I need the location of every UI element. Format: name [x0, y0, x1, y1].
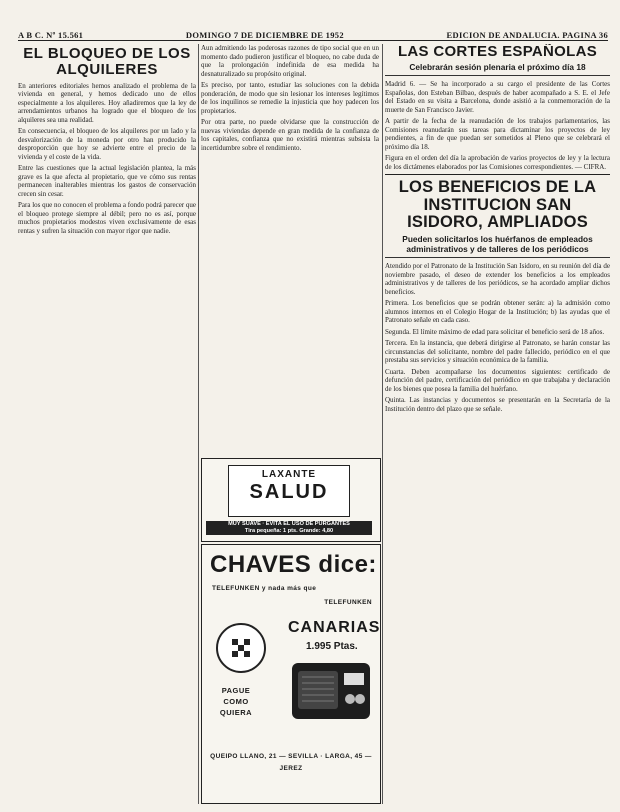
left-article-paragraph: En anteriores editoriales hemos analizado el problema de la vivienda en general, y hemos dedicado uno de ellos especialmente a los alquileres. Hoy añadiremos que la ley de arrendamientos urbanos ha logrado que el bloqueo de los alquileres sea una realidad. — [18, 81, 196, 124]
isidoro-article-paragraph: Segunda. El límite máximo de edad para solicitar el beneficio será de 18 años. — [385, 327, 605, 336]
middle-article-paragraph: Es preciso, por tanto, estudiar las soluciones con la debida ponderación, de modo que sin lesionar los intereses legítimos de los inquilinos se remedie la injusticia que hoy padecen los propietarios. — [201, 81, 379, 115]
laxante-tagline-band — [206, 521, 372, 535]
cortes-article-title: LAS CORTES ESPAÑOLAS — [397, 44, 598, 60]
isidoro-article-paragraph: Quinta. Las instancias y documentos se presentarán en la Secretaría de la Institución dentro del plazo que se señale. — [385, 396, 610, 413]
chaves-ad-line1: TELEFUNKEN y nada más que — [212, 585, 317, 592]
radio-price: 1.995 Ptas. — [306, 641, 358, 652]
chaves-telefunken-ad — [201, 544, 381, 804]
header-date: DOMINGO 7 DE DICIEMBRE DE 1952 — [185, 30, 344, 40]
cortes-article-subtitle: Celebrarán sesión plenaria el próximo día 18 — [385, 63, 610, 77]
pague-como-quiera: PAGUE COMO QUIERA — [219, 686, 253, 717]
page-header — [18, 26, 608, 41]
isidoro-article-subtitle: Pueden solicitarlos los huérfanos de empleados administrativos y de talleres de los periódicos — [385, 235, 610, 258]
laxante-tagline: MUY SUAVE · EVITA EL USO DE PURGANTES — [228, 521, 350, 527]
isidoro-article-paragraph: Tercera. En la instancia, que deberá dirigirse al Patronato, se harán constar las circunstancias del solicitante, nombre del padre fallecido, periódico en el que prestaba sus servicios y situación económica de la familia. — [385, 339, 610, 365]
laxante-salud-ad — [201, 458, 381, 542]
chaves-ad-line2: TELEFUNKEN — [324, 599, 372, 606]
radio-model-name: CANARIAS — [288, 619, 381, 636]
left-article-paragraph: En consecuencia, el bloqueo de los alquileres por un lado y la desvalorización de la moneda por otro han producido la desproporción que hoy se advierte entre el precio de la vivienda y el coste de la vida. — [18, 127, 196, 161]
column-rule — [198, 44, 199, 804]
middle-article-paragraph: Aun admitiendo las poderosas razones de tipo social que en un momento dado pudieron justificar el bloqueo, no cabe duda de que la prolongación indefinida de esa medida ha desnaturalizado su propósito original. — [201, 44, 379, 78]
header-section: EDICION DE ANDALUCIA. PAGINA 36 — [446, 30, 608, 40]
laxante-package — [228, 465, 350, 517]
left-column — [18, 44, 196, 806]
isidoro-article-title: LOS BENEFICIOS DE LA INSTITUCION SAN ISIDORO, AMPLIADOS — [385, 174, 610, 235]
laxante-prices: Tira pequeña: 1 pts. Grande: 4,80 — [244, 528, 334, 534]
telefunken-logo-icon — [216, 623, 266, 673]
header-issue: A B C. Nº 15.561 — [18, 30, 84, 40]
middle-column — [201, 44, 379, 454]
laxante-brand-main: SALUD — [249, 481, 329, 503]
isidoro-article-paragraph: Primera. Los beneficios que se podrán obtener serán: a) la admisión como alumnos internos en el Colegio Hogar de la Institución; b) las ayudas que el Patronato señale en cada caso. — [385, 299, 610, 325]
middle-article-paragraph: Por otra parte, no puede olvidarse que la construcción de nuevas viviendas depende en gran medida de la confianza de los capitales, confianza que no existirá mientras subsista la incertidumbre sobre el rendimiento. — [201, 118, 379, 152]
cortes-article-paragraph: Figura en el orden del día la aprobación de varios proyectos de ley y la lectura de los dictámenes elaborados por las Comisiones correspondientes. — CIFRA. — [385, 154, 610, 171]
right-column — [385, 44, 610, 806]
chaves-address: QUEIPO LLANO, 21 — SEVILLA · LARGA, 45 — JEREZ — [210, 753, 372, 772]
cortes-article-paragraph: A partir de la fecha de la reanudación de los trabajos parlamentarios, las Comisiones reanudarán sus tareas para dictaminar los proyectos de ley pendientes, a fin de que puedan ser sometidos al Pleno que se celebrará el próximo día 18. — [385, 117, 610, 151]
left-article-paragraph: Entre las cuestiones que la actual legislación plantea, la más grave es la que afecta al propietario, que ve cómo sus rentas permanecen inalterables mientras los gastos de conservación crecen sin cesar. — [18, 164, 196, 198]
isidoro-article-paragraph: Atendido por el Patronato de la Institución San Isidoro, en su reunión del día de noviembre pasado, el deseo de extender los beneficios a los empleados administrativos y de talleres de los periódicos, se ha acordado ampliar dichos beneficios. — [385, 262, 610, 296]
isidoro-article-paragraph: Cuarta. Deben acompañarse los documentos siguientes: certificado de defunción del padre, certificación del periódico en que trabajaba y declaración de los bienes que posea la familia del huérfano. — [385, 367, 610, 393]
radio-set-icon — [292, 663, 370, 719]
cortes-article-paragraph: Madrid 6. — Se ha incorporado a su cargo el presidente de las Cortes Españolas, don Esteban Bilbao, después de haber acompañado a S. E. el Jefe del Estado en su visita a Barcelona, donde asistió a la conmemoración de la muerte de San Francisco Javier. — [385, 80, 610, 114]
chaves-ad-title: CHAVES dice: — [210, 551, 377, 578]
left-article-title: EL BLOQUEO DE LOS ALQUILERES — [23, 45, 191, 78]
laxante-brand-top: LAXANTE — [261, 469, 317, 480]
column-rule — [382, 44, 383, 804]
left-article-paragraph: Para los que no conocen el problema a fondo podrá parecer que el bloqueo protege siempre al débil; pero no es así, porque muchos propietarios modestos viven exclusivamente de esas rentas y sufren la situación con mayor rigor que nadie. — [18, 201, 196, 235]
